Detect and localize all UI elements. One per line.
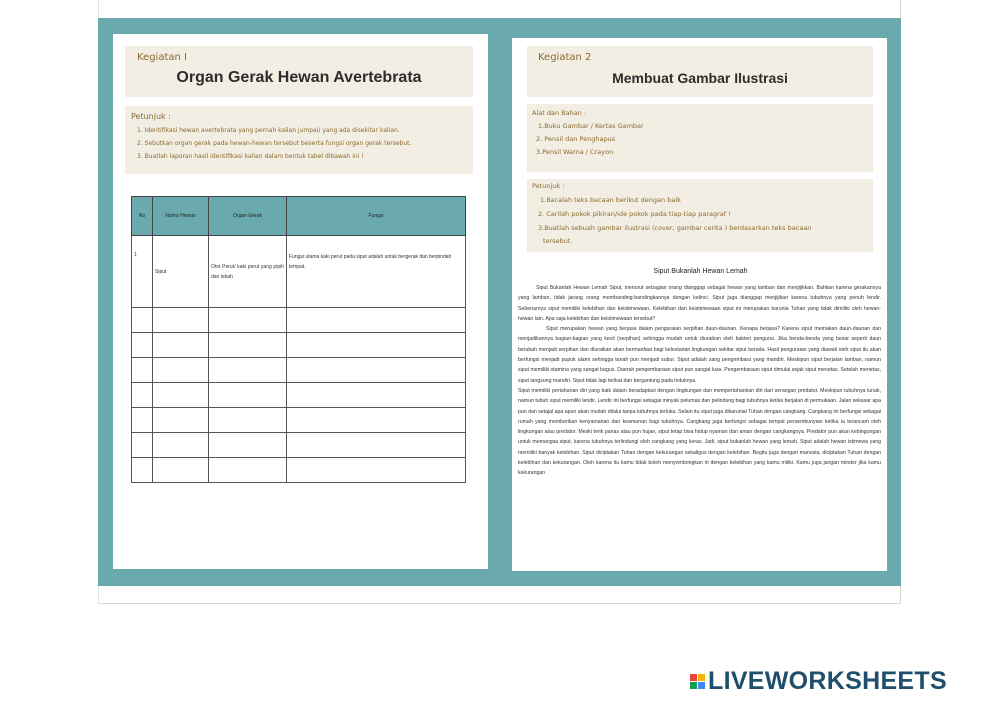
activity2-header xyxy=(527,46,873,97)
cell-nama-hewan[interactable]: Siput xyxy=(153,236,209,308)
liveworksheets-logo-text: LIVEWORKSHEETS xyxy=(708,666,947,695)
table-row xyxy=(132,408,466,433)
cell-fungsi[interactable]: Fungsi utama kaki perut pada siput adalah untuk bergerak dan berpindah tempat. xyxy=(287,236,466,308)
empty-cell[interactable] xyxy=(132,433,153,458)
activity2-title: Membuat Gambar Ilustrasi xyxy=(612,70,788,86)
empty-cell[interactable] xyxy=(209,458,287,483)
empty-cell[interactable] xyxy=(132,408,153,433)
activity1-instruction-3: 3. Buatlah laporan hasil identifikasi kalian dalam bentuk tabel dibawah ini ! xyxy=(137,153,364,160)
empty-cell[interactable] xyxy=(153,408,209,433)
liveworksheets-logo-icon xyxy=(690,674,705,689)
article-title: Siput Bukanlah Hewan Lemah xyxy=(653,268,748,275)
header-organ-gerak: Organ Gerak xyxy=(209,197,287,236)
activity2-instruction-3-cont: tersebut. xyxy=(543,237,573,245)
table-row xyxy=(132,383,466,408)
materials-box xyxy=(527,104,873,172)
empty-cell[interactable] xyxy=(287,358,466,383)
cell-no[interactable]: 1 xyxy=(132,236,153,308)
logo-square-i xyxy=(698,674,705,681)
activity2-instruction-1: 1.Bacalah teks bacaan berikut dengan baik xyxy=(540,196,681,204)
material-3: 3.Pensil Warna / Crayon xyxy=(536,148,614,156)
activity1-label: Kegiatan I xyxy=(137,52,187,63)
table-row xyxy=(132,333,466,358)
logo-square-v xyxy=(690,682,697,689)
empty-cell[interactable] xyxy=(287,433,466,458)
logo-square-e xyxy=(698,682,705,689)
table-header-row xyxy=(132,197,466,236)
activity1-header xyxy=(125,46,473,97)
empty-cell[interactable] xyxy=(287,408,466,433)
header-nama-hewan: Nama Hewan xyxy=(153,197,209,236)
article-body xyxy=(518,283,881,479)
empty-cell[interactable] xyxy=(209,408,287,433)
activity1-instruction-1: 1. Identifikasi hewan avertebrata yang pernah kalian jumpai/ yang ada disekitar kalian. xyxy=(137,127,400,134)
table-row xyxy=(132,358,466,383)
empty-cell[interactable] xyxy=(132,358,153,383)
empty-cell[interactable] xyxy=(153,383,209,408)
empty-cell[interactable] xyxy=(287,333,466,358)
article-paragraph-2: Siput merupakan hewan yang berjasa dalam penguraian serpihan daun-daunan. Kenapa berjasa? Karena siput memakan daun-daunan dan menjadikannya bagian-bagian yang kecil (serpihan) sehingga mudah untuk diuraikan oleh bakteri pengurai. Jika benda-benda yang besar seperti daun berubah menjadi serpihan dan diuraikan akan bermanfaat bagi kelestarian lingkungan sekitar siput berada. Hasil penguraian yang diawali oleh siput itu akan berfungsi menjadi pupuk alami sehingga tanah pun menjadi subur. Siput adalah sang pengembara yang mandiri. Meskipun siput berjalan lamban, namun siput memiliki stamina yang sangat bagus. Daerah pengembaraan siput pun sangat luas. Pengembaraan siput dimulai sejak siput menetas. Setelah menetas, siput langsung mandiri. Siput tidak lagi terikat dan bergantung pada induknya. xyxy=(518,326,881,384)
article-paragraph-1: Siput Bukanlah Hewan Lemah Siput, menurut sebagian orang dianggap sebagai hewan yang lamban dan menjijikkan. Bahkan karena gerakannya yang lamban, tidak jarang orang membanding-bandingkannya dengan kelinci. Siput juga dianggap menjijikan karena tubuhnya yang penuh lendir. Sebenarnya siput memiliki kelebihan dan keistimewaan. Kelebihan dan keistimewaan siput ini merupakan karunia Tuhan yang tidak dimiliki oleh hewan-hewan lain. Apa saja kelebihan dan keistimewaan tersebut? xyxy=(518,285,881,322)
header-no: No xyxy=(132,197,153,236)
empty-cell[interactable] xyxy=(132,333,153,358)
logo-square-l xyxy=(690,674,697,681)
empty-cell[interactable] xyxy=(287,458,466,483)
empty-cell[interactable] xyxy=(287,383,466,408)
activity2-instruction-2: 2. Carilah pokok pikiran/ide pokok pada tiap-tiap paragraf ! xyxy=(538,210,731,218)
empty-cell[interactable] xyxy=(209,358,287,383)
activity1-instructions xyxy=(125,106,473,174)
activity2-instructions xyxy=(527,179,873,252)
activity1-petunjuk-title: Petunjuk : xyxy=(131,112,171,121)
activity2-instruction-3: 3.Buatlah sebuah gambar ilustrasi (cover, gambar cerita ) berdasarkan teks bacaan xyxy=(538,224,812,232)
empty-cell[interactable] xyxy=(287,308,466,333)
empty-cell[interactable] xyxy=(153,333,209,358)
empty-cell[interactable] xyxy=(209,308,287,333)
empty-cell[interactable] xyxy=(132,383,153,408)
activity1-instruction-2: 2. Sebutkan organ gerak pada hewan-hewan tersebut beserta fungsi organ gerak tersebut. xyxy=(137,140,412,147)
empty-cell[interactable] xyxy=(153,358,209,383)
table-row xyxy=(132,458,466,483)
materials-title: Alat dan Bahan : xyxy=(532,109,587,117)
table-row xyxy=(132,236,466,308)
cell-organ-gerak[interactable]: Otot Perut/ kaki perut yang pipih dan lebah xyxy=(209,236,287,308)
table-row xyxy=(132,433,466,458)
empty-cell[interactable] xyxy=(209,433,287,458)
activity2-label: Kegiatan 2 xyxy=(538,52,592,63)
article-paragraph-3: Siput memiliki pertahanan diri yang baik dalam beradaptasi dengan lingkungan dan mempertahankan diri dari serangan predator. Meskipun tubuhnya lunak, namun tubuh siput memiliki lendir. Lendir ini berfungsi sebagai minyak pelumas dan pelindung bagi tubuhnya ketika berjalan di permukaan. Jalan sekasar apa pun dan setajal apa apun akan mudah dilalui tanpa tubuhnya terluka. Selain itu siput juga dikaruniai Tuhan dengan cangkang. Cangkang ini berfungsi sebagai rumah yang memberikan kenyamanan dan keamanan bagi tubuhnya. Cangkang juga berfungsi sebagai tempat persembunyian ketika ia terancam oleh lingkungan atau predator. Meski terik panas atau pun hujan, siput tetap bisa hidup nyaman dan aman dengan cangkangnya. Predator pun akan kebingungan untuk memangsa siput, karena tubuhnya terlindungi oleh cangkang yang keras. Jadi, siput bukanlah hewan yang lemah. Siput adalah hewan istimewa yang memiliki banyak kelebihan. Siput diciptakan Tuhan dengan kekurangan sekaligus dengan kelebihan. Begitu juga dengan manusia, diciptakan Tuhan dengan kelebihan dan kekurangan. Oleh karena itu kamu tidak boleh menyombongkan iri dengan kelebihan yang kamu miliki. Kamu juga jangan minder jika kamu kekurangan xyxy=(518,387,881,477)
activity2-petunjuk-title: Petunjuk : xyxy=(532,182,565,190)
empty-cell[interactable] xyxy=(132,308,153,333)
empty-cell[interactable] xyxy=(153,308,209,333)
empty-cell[interactable] xyxy=(153,458,209,483)
liveworksheets-logo xyxy=(690,666,947,696)
material-2: 2. Pensil dan Penghapus xyxy=(536,135,616,143)
empty-cell[interactable] xyxy=(209,333,287,358)
material-1: 1.Buku Gambar / Kertas Gambar xyxy=(538,122,644,130)
empty-cell[interactable] xyxy=(132,458,153,483)
header-fungsi: Fungsi xyxy=(287,197,466,236)
identification-table xyxy=(131,196,466,483)
empty-cell[interactable] xyxy=(209,383,287,408)
empty-cell[interactable] xyxy=(153,433,209,458)
table-row xyxy=(132,308,466,333)
activity1-title: Organ Gerak Hewan Avertebrata xyxy=(176,69,422,86)
